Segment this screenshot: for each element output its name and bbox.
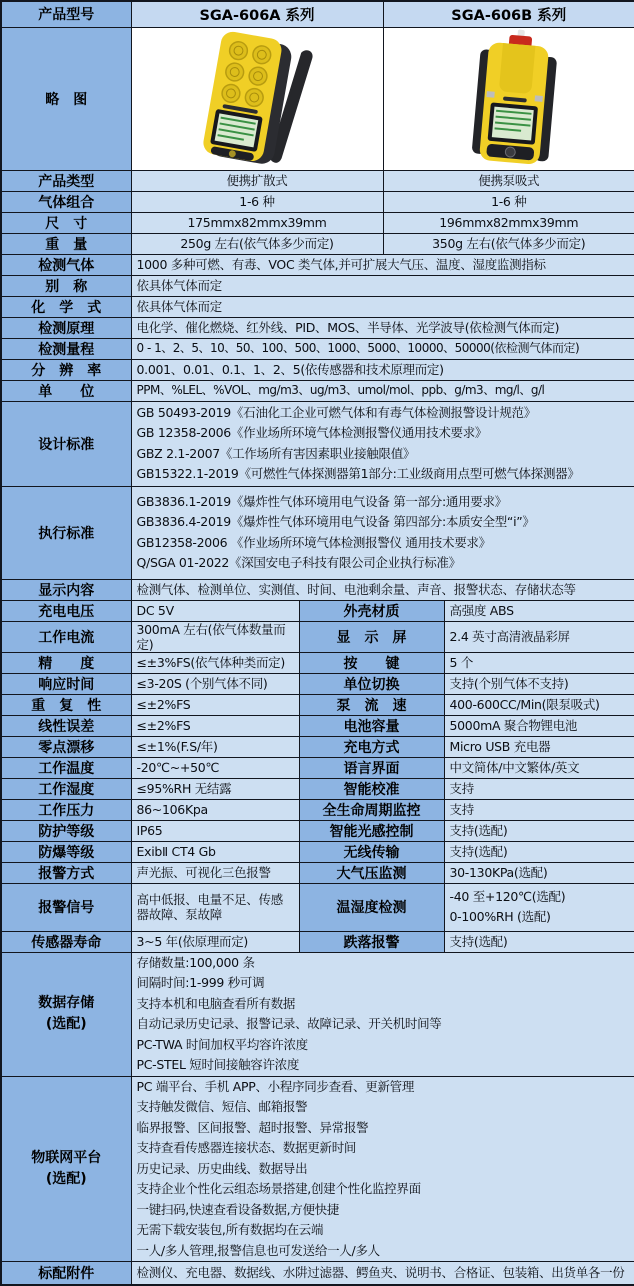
table-row xyxy=(1,254,634,275)
spec-value-cell: 300mA 左右(依气体数量而定) xyxy=(131,621,299,652)
spec-label-cell: 智能校准 xyxy=(299,778,444,799)
table-row xyxy=(1,296,634,317)
spec-value-cell: 5 个 xyxy=(444,652,634,673)
spec-label-cell: 响应时间 xyxy=(1,673,131,694)
spec-label-cell: 温湿度检测 xyxy=(299,883,444,931)
spec-value-cell: ≤±3%FS(依气体种类而定) xyxy=(131,652,299,673)
spec-value-cell: PPM、%LEL、%VOL、mg/m3、ug/m3、umol/mol、ppb、g/m3、mg/l、g/l xyxy=(131,380,634,401)
spec-value-cell: 支持(个别气体不支持) xyxy=(444,673,634,694)
spec-label-cell: 尺 寸 xyxy=(1,212,131,233)
table-row xyxy=(1,1,634,27)
spec-label-cell: 报警信号 xyxy=(1,883,131,931)
text-line: 支持本机和电脑查看所有数据 xyxy=(136,995,296,1011)
table-row xyxy=(1,736,634,757)
spec-label-cell: 智能光感控制 xyxy=(299,820,444,841)
spec-value-cell: 检测气体、检测单位、实测值、时间、电池剩余量、声音、报警状态、存储状态等 xyxy=(131,579,634,600)
table-row xyxy=(1,652,634,673)
spec-value-cell: 依具体气体而定 xyxy=(131,275,634,296)
table-row xyxy=(1,170,634,191)
spec-value-cell: 175mmx82mmx39mm xyxy=(131,212,383,233)
spec-label-cell: 跌落报警 xyxy=(299,931,444,952)
text-line: PC-TWA 时间加权平均容许浓度 xyxy=(136,1036,308,1052)
spec-label-cell: 按 键 xyxy=(299,652,444,673)
text-line: 物联网平台 xyxy=(31,1149,102,1166)
text-line: 一键扫码,快速查看设备数据,方便快捷 xyxy=(136,1201,340,1217)
spec-label-cell: 检测气体 xyxy=(1,254,131,275)
spec-label-cell: 零点漂移 xyxy=(1,736,131,757)
spec-label-cell xyxy=(1,1076,131,1262)
spec-value-cell: 便携泵吸式 xyxy=(383,170,634,191)
table-row xyxy=(1,275,634,296)
spec-value-cell: ≤±2%FS xyxy=(131,715,299,736)
spec-value-cell: ≤95%RH 无结露 xyxy=(131,778,299,799)
text-line: GB15322.1-2019《可燃性气体探测器第1部分:工业级商用点型可燃气体探测器》 xyxy=(136,466,580,481)
spec-value-cell: 支持(选配) xyxy=(444,820,634,841)
spec-value-cell: 便携扩散式 xyxy=(131,170,383,191)
spec-label-cell: 语言界面 xyxy=(299,757,444,778)
text-line: 支持企业个性化云组态场景搭建,创建个性化监控界面 xyxy=(136,1181,421,1196)
table-row xyxy=(1,952,634,1076)
table-row xyxy=(1,212,634,233)
table-row xyxy=(1,799,634,820)
spec-label-cell: 防爆等级 xyxy=(1,841,131,862)
spec-label-cell: 报警方式 xyxy=(1,862,131,883)
spec-value-cell: IP65 xyxy=(131,820,299,841)
spec-label-cell: 电池容量 xyxy=(299,715,444,736)
text-line: PC 端平台、手机 APP、小程序同步查看、更新管理 xyxy=(136,1078,415,1094)
table-row xyxy=(1,931,634,952)
spec-value-cell xyxy=(131,486,634,579)
spec-value-cell: 高强度 ABS xyxy=(444,600,634,621)
spec-label-cell: 执行标准 xyxy=(1,486,131,579)
spec-value-cell: 350g 左右(依气体多少而定) xyxy=(383,233,634,254)
spec-label-cell: 全生命周期监控 xyxy=(299,799,444,820)
table-row xyxy=(1,715,634,736)
spec-table-body xyxy=(1,1,634,1285)
text-line: 存储数量:100,000 条 xyxy=(136,954,255,970)
table-row xyxy=(1,338,634,359)
spec-value-cell: 高中低报、电量不足、传感器故障、泵故障 xyxy=(131,883,299,931)
spec-value-cell: 250g 左右(依气体多少而定) xyxy=(131,233,383,254)
spec-label-cell: 检测原理 xyxy=(1,317,131,338)
table-row xyxy=(1,380,634,401)
table-row xyxy=(1,359,634,380)
spec-value-cell: 依具体气体而定 xyxy=(131,296,634,317)
table-row xyxy=(1,820,634,841)
spec-value-cell: 声光振、可视化三色报警 xyxy=(131,862,299,883)
spec-label-cell: 大气压监测 xyxy=(299,862,444,883)
gas-detector-sga-606a-image xyxy=(131,27,383,170)
table-row xyxy=(1,191,634,212)
text-line: GB12358-2006 《作业场所环境气体检测报警仪 通用技术要求》 xyxy=(136,534,491,550)
spec-value-cell: 检测仪、充电器、数据线、水阱过滤器、鳄鱼夹、说明书、合格证、包装箱、出货单各一份 xyxy=(131,1262,634,1285)
text-line: 一人/多人管理,报警信息也可发送给一人/多人 xyxy=(136,1242,380,1258)
spec-label-cell: 充电电压 xyxy=(1,600,131,621)
gas-detector-sga-606b-image xyxy=(383,27,634,170)
spec-value-cell: ≤±1%(F.S/年) xyxy=(131,736,299,757)
spec-value-cell: 支持 xyxy=(444,778,634,799)
text-line: PC-STEL 短时间接触容许浓度 xyxy=(136,1057,300,1072)
spec-value-cell xyxy=(444,883,634,931)
spec-label-cell: 别 称 xyxy=(1,275,131,296)
table-row xyxy=(1,233,634,254)
spec-label-cell: 工作压力 xyxy=(1,799,131,820)
spec-label-cell: 重 复 性 xyxy=(1,694,131,715)
spec-label-cell: 工作湿度 xyxy=(1,778,131,799)
gas-detector-sga-606b-image xyxy=(384,28,634,169)
spec-value-cell: 0 - 1、2、5、10、50、100、500、1000、5000、10000、50000(依检测气体而定) xyxy=(131,338,634,359)
spec-value-cell: 1000 多种可燃、有毒、VOC 类气体,并可扩展大气压、温度、湿度监测指标 xyxy=(131,254,634,275)
text-line: Q/SGA 01-2022《深国安电子科技有限公司企业执行标准》 xyxy=(136,555,461,570)
text-line: 支持触发微信、短信、邮箱报警 xyxy=(136,1099,308,1114)
spec-label-cell: 无线传输 xyxy=(299,841,444,862)
column-header-cell: SGA-606B 系列 xyxy=(383,1,634,27)
spec-value-cell: 196mmx82mmx39mm xyxy=(383,212,634,233)
text-line: GB 50493-2019《石油化工企业可燃气体和有毒气体检测报警设计规范》 xyxy=(136,404,536,420)
spec-value-cell: 支持 xyxy=(444,799,634,820)
spec-label-cell: 工作电流 xyxy=(1,621,131,652)
text-line: GB3836.4-2019《爆炸性气体环境用电气设备 第四部分:本质安全型“i”》 xyxy=(136,514,535,529)
spec-label-cell: 防护等级 xyxy=(1,820,131,841)
text-line: (选配) xyxy=(45,1170,87,1187)
table-row xyxy=(1,694,634,715)
spec-value-cell: 1-6 种 xyxy=(383,191,634,212)
table-row xyxy=(1,883,634,931)
spec-value-cell: 1-6 种 xyxy=(131,191,383,212)
spec-value-cell: 400-600CC/Min(限泵吸式) xyxy=(444,694,634,715)
text-line: 支持查看传感器连接状态、数据更新时间 xyxy=(136,1140,357,1155)
spec-value-cell: Micro USB 充电器 xyxy=(444,736,634,757)
table-row xyxy=(1,27,634,170)
spec-value-cell: ≤3-20S (个别气体不同) xyxy=(131,673,299,694)
table-row xyxy=(1,841,634,862)
spec-value-cell: -20℃~+50℃ xyxy=(131,757,299,778)
text-line: GB3836.1-2019《爆炸性气体环境用电气设备 第一部分:通用要求》 xyxy=(136,493,507,509)
spec-label-cell: 分 辨 率 xyxy=(1,359,131,380)
text-line: -40 至+120℃(选配) xyxy=(449,888,566,904)
spec-value-cell: 3~5 年(依原理而定) xyxy=(131,931,299,952)
spec-label-cell: 充电方式 xyxy=(299,736,444,757)
spec-value-cell: 2.4 英寸高清液晶彩屏 xyxy=(444,621,634,652)
spec-label-cell xyxy=(1,952,131,1076)
table-row xyxy=(1,778,634,799)
table-row xyxy=(1,621,634,652)
text-line: GB 12358-2006《作业场所环境气体检测报警仪通用技术要求》 xyxy=(136,425,488,440)
gas-detector-sga-606a-image xyxy=(132,28,382,169)
spec-label-cell: 传感器寿命 xyxy=(1,931,131,952)
table-row xyxy=(1,579,634,600)
spec-value-cell: DC 5V xyxy=(131,600,299,621)
spec-label-cell: 设计标准 xyxy=(1,401,131,486)
table-row xyxy=(1,1076,634,1262)
text-line: 临界报警、区间报警、超时报警、异常报警 xyxy=(136,1119,369,1135)
table-row xyxy=(1,757,634,778)
spec-value-cell xyxy=(131,1076,634,1262)
text-line: 无需下载安装包,所有数据均在云端 xyxy=(136,1222,324,1237)
spec-label-cell: 化 学 式 xyxy=(1,296,131,317)
spec-label-cell: 气体组合 xyxy=(1,191,131,212)
spec-label-cell: 工作温度 xyxy=(1,757,131,778)
text-line: 自动记录历史记录、报警记录、故障记录、开关机时间等 xyxy=(136,1016,442,1031)
spec-label-cell: 重 量 xyxy=(1,233,131,254)
spec-label-cell: 显 示 屏 xyxy=(299,621,444,652)
spec-label-cell: 略 图 xyxy=(1,27,131,170)
spec-value-cell: ≤±2%FS xyxy=(131,694,299,715)
spec-label-cell: 产品类型 xyxy=(1,170,131,191)
table-row xyxy=(1,486,634,579)
spec-label-cell: 精 度 xyxy=(1,652,131,673)
spec-label-cell: 检测量程 xyxy=(1,338,131,359)
table-row xyxy=(1,862,634,883)
spec-label-cell: 单位切换 xyxy=(299,673,444,694)
spec-label-cell: 标配附件 xyxy=(1,1262,131,1285)
spec-label-cell: 泵 流 速 xyxy=(299,694,444,715)
spec-value-cell: 支持(选配) xyxy=(444,931,634,952)
column-header-cell: SGA-606A 系列 xyxy=(131,1,383,27)
spec-value-cell: 30-130KPa(选配) xyxy=(444,862,634,883)
text-line: (选配) xyxy=(45,1016,87,1032)
table-row xyxy=(1,673,634,694)
spec-label-cell: 线性误差 xyxy=(1,715,131,736)
spec-value-cell: 电化学、催化燃烧、红外线、PID、MOS、半导体、光学波导(依检测气体而定) xyxy=(131,317,634,338)
spec-label-cell: 外壳材质 xyxy=(299,600,444,621)
spec-value-cell: 支持(选配) xyxy=(444,841,634,862)
spec-value-cell: 0.001、0.01、0.1、1、2、5(依传感器和技术原理而定) xyxy=(131,359,634,380)
spec-value-cell xyxy=(131,952,634,1076)
spec-value-cell: 86~106Kpa xyxy=(131,799,299,820)
table-row xyxy=(1,600,634,621)
spec-label-cell: 产品型号 xyxy=(1,1,131,27)
text-line: 间隔时间:1-999 秒可调 xyxy=(136,975,265,990)
text-line: GBZ 2.1-2007《工作场所有害因素职业接触限值》 xyxy=(136,445,416,461)
text-line: 数据存储 xyxy=(38,995,95,1011)
spec-value-cell xyxy=(131,401,634,486)
spec-value-cell: ExibⅡ CT4 Gb xyxy=(131,841,299,862)
spec-label-cell: 单 位 xyxy=(1,380,131,401)
spec-value-cell: 中文简体/中文繁体/英文 xyxy=(444,757,634,778)
table-row xyxy=(1,1262,634,1285)
spec-label-cell: 显示内容 xyxy=(1,579,131,600)
spec-value-cell: 5000mA 聚合物锂电池 xyxy=(444,715,634,736)
text-line: 历史记录、历史曲线、数据导出 xyxy=(136,1160,308,1176)
table-row xyxy=(1,401,634,486)
table-row xyxy=(1,317,634,338)
text-line: 0-100%RH (选配) xyxy=(449,909,551,924)
